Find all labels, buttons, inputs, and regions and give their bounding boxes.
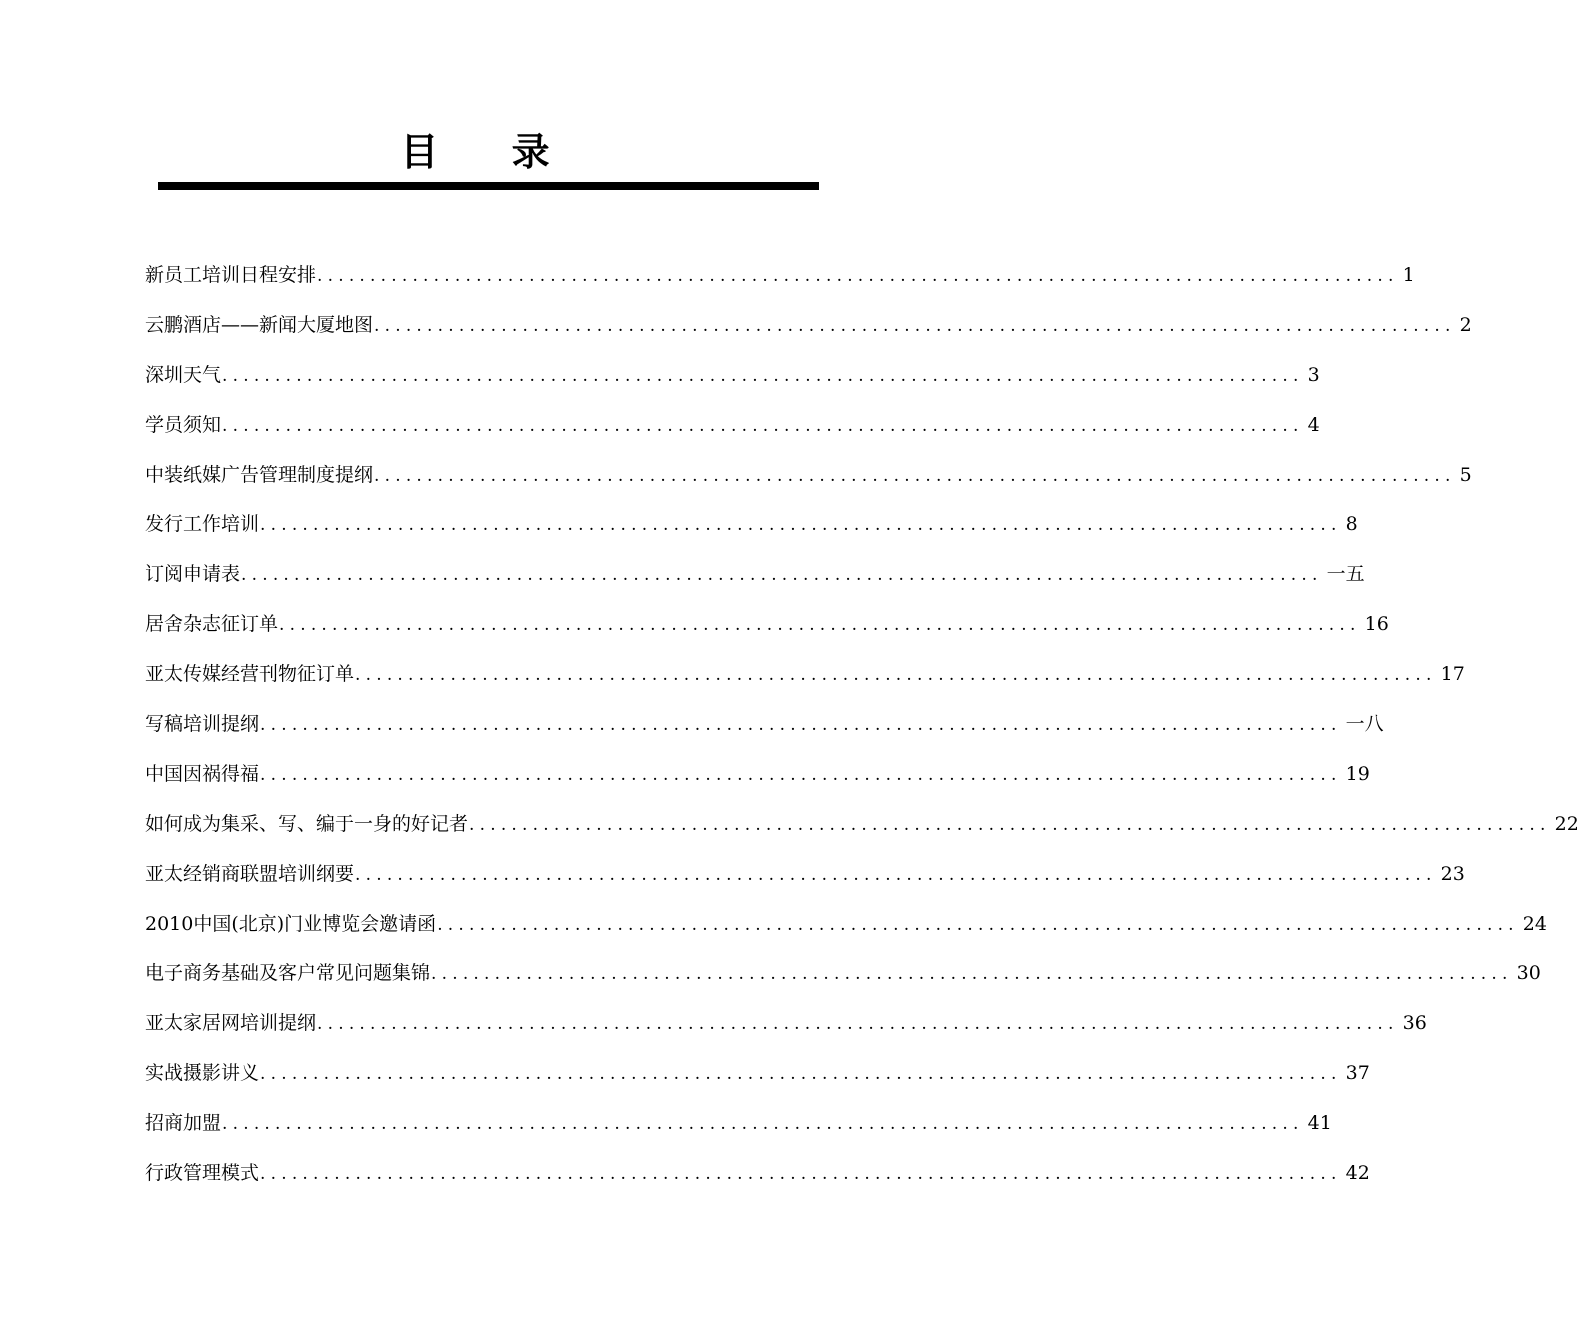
toc-entry[interactable] bbox=[145, 899, 1547, 949]
toc-page-number: 8 bbox=[1345, 513, 1358, 536]
toc-dot-leader: ...................................................................................................... bbox=[317, 266, 1399, 286]
toc-entry[interactable] bbox=[145, 549, 1365, 599]
toc-entry-title: 2010中国(北京)门业博览会邀请函 bbox=[145, 912, 437, 935]
toc-page-number: 16 bbox=[1364, 613, 1389, 636]
toc-dot-leader: ...................................................................................................... bbox=[279, 615, 1361, 636]
toc-entry-title: 发行工作培训 bbox=[145, 513, 260, 536]
toc-page-number: 30 bbox=[1516, 962, 1541, 985]
toc-dot-leader: ...................................................................................................... bbox=[260, 1064, 1342, 1085]
toc-dot-leader: ...................................................................................................... bbox=[437, 914, 1519, 935]
toc-page-number: 3 bbox=[1307, 363, 1320, 386]
toc-dot-leader: ...................................................................................................... bbox=[260, 715, 1342, 736]
toc-entry[interactable] bbox=[145, 749, 1370, 799]
toc-entry-title: 行政管理模式 bbox=[145, 1162, 260, 1185]
toc-dot-leader: ...................................................................................................... bbox=[260, 1164, 1342, 1185]
toc-dot-leader: ...................................................................................................... bbox=[355, 665, 1437, 686]
toc-page-number: 5 bbox=[1459, 463, 1472, 486]
toc-dot-leader: ...................................................................................................... bbox=[222, 1114, 1304, 1135]
toc-entry[interactable] bbox=[145, 499, 1358, 549]
toc-entry-title: 亚太经销商联盟培训纲要 bbox=[145, 862, 355, 885]
title-divider bbox=[158, 182, 819, 190]
toc-entry-title: 招商加盟 bbox=[145, 1112, 222, 1135]
toc-page-number: 37 bbox=[1345, 1062, 1370, 1085]
toc-dot-leader: ...................................................................................................... bbox=[241, 565, 1323, 586]
toc-dot-leader: ...................................................................................................... bbox=[317, 1014, 1399, 1035]
toc-entry-title: 电子商务基础及客户常见问题集锦 bbox=[145, 962, 431, 985]
toc-page-number: 一八 bbox=[1345, 713, 1384, 736]
toc-entry-title: 亚太家居网培训提纲 bbox=[145, 1012, 317, 1035]
toc-entry-title: 深圳天气 bbox=[145, 363, 222, 386]
toc-dot-leader: ...................................................................................................... bbox=[374, 315, 1456, 336]
toc-dot-leader: ...................................................................................................... bbox=[355, 864, 1437, 885]
toc-entry-title: 学员须知 bbox=[145, 413, 222, 436]
toc-entry[interactable] bbox=[145, 948, 1541, 998]
toc-page-number: 41 bbox=[1307, 1112, 1332, 1135]
toc-entry[interactable] bbox=[145, 599, 1389, 649]
toc-entry-title: 中国因祸得福 bbox=[145, 762, 260, 785]
toc-entry-title: 云鹏酒店——新闻大厦地图 bbox=[145, 313, 374, 336]
toc-dot-leader: ...................................................................................................... bbox=[431, 964, 1513, 985]
toc-entry-title: 写稿培训提纲 bbox=[145, 713, 260, 736]
toc-entry-title: 新员工培训日程安排 bbox=[145, 264, 317, 286]
toc-entry-title: 订阅申请表 bbox=[145, 563, 241, 586]
toc-entry-title: 居舍杂志征订单 bbox=[145, 613, 279, 636]
toc-entry[interactable] bbox=[145, 649, 1465, 699]
toc-dot-leader: ...................................................................................................... bbox=[469, 814, 1551, 835]
toc-page-number: 2 bbox=[1459, 313, 1472, 336]
toc-page-number: 23 bbox=[1440, 862, 1465, 885]
toc-dot-leader: ...................................................................................................... bbox=[222, 365, 1304, 386]
toc-entry[interactable] bbox=[145, 1148, 1370, 1198]
toc-entry[interactable] bbox=[145, 1098, 1332, 1148]
toc-dot-leader: ...................................................................................................... bbox=[260, 515, 1342, 536]
toc-page-number: 42 bbox=[1345, 1162, 1370, 1185]
toc-dot-leader: ...................................................................................................... bbox=[374, 465, 1456, 486]
toc-entry[interactable] bbox=[145, 699, 1384, 749]
toc-page-number: 17 bbox=[1440, 663, 1465, 686]
toc-entry[interactable] bbox=[145, 450, 1472, 500]
toc-entry[interactable] bbox=[145, 799, 1579, 849]
toc-page-number: 24 bbox=[1522, 912, 1547, 935]
toc-entry-title: 亚太传媒经营刊物征订单 bbox=[145, 663, 355, 686]
toc-page-number: 22 bbox=[1554, 812, 1579, 835]
toc-page-number: 1 bbox=[1402, 264, 1415, 286]
toc-page-number: 4 bbox=[1307, 413, 1320, 436]
toc-page-number: 一五 bbox=[1326, 563, 1365, 586]
toc-entry[interactable] bbox=[145, 300, 1472, 350]
toc-dot-leader: ...................................................................................................... bbox=[260, 764, 1342, 785]
toc-entry[interactable] bbox=[145, 998, 1427, 1048]
toc-entry-title: 如何成为集采、写、编于一身的好记者 bbox=[145, 812, 469, 835]
toc-entry[interactable] bbox=[145, 250, 1415, 300]
toc-page-number: 36 bbox=[1402, 1012, 1427, 1035]
table-of-contents bbox=[145, 250, 1579, 1198]
toc-entry[interactable] bbox=[145, 400, 1320, 450]
toc-entry[interactable] bbox=[145, 849, 1465, 899]
toc-entry-title: 中装纸媒广告管理制度提纲 bbox=[145, 463, 374, 486]
toc-dot-leader: ...................................................................................................... bbox=[222, 415, 1304, 436]
toc-entry[interactable] bbox=[145, 350, 1320, 400]
toc-entry[interactable] bbox=[145, 1048, 1370, 1098]
page-title: 目 录 bbox=[400, 129, 580, 174]
toc-page-number: 19 bbox=[1345, 762, 1370, 785]
toc-entry-title: 实战摄影讲义 bbox=[145, 1062, 260, 1085]
